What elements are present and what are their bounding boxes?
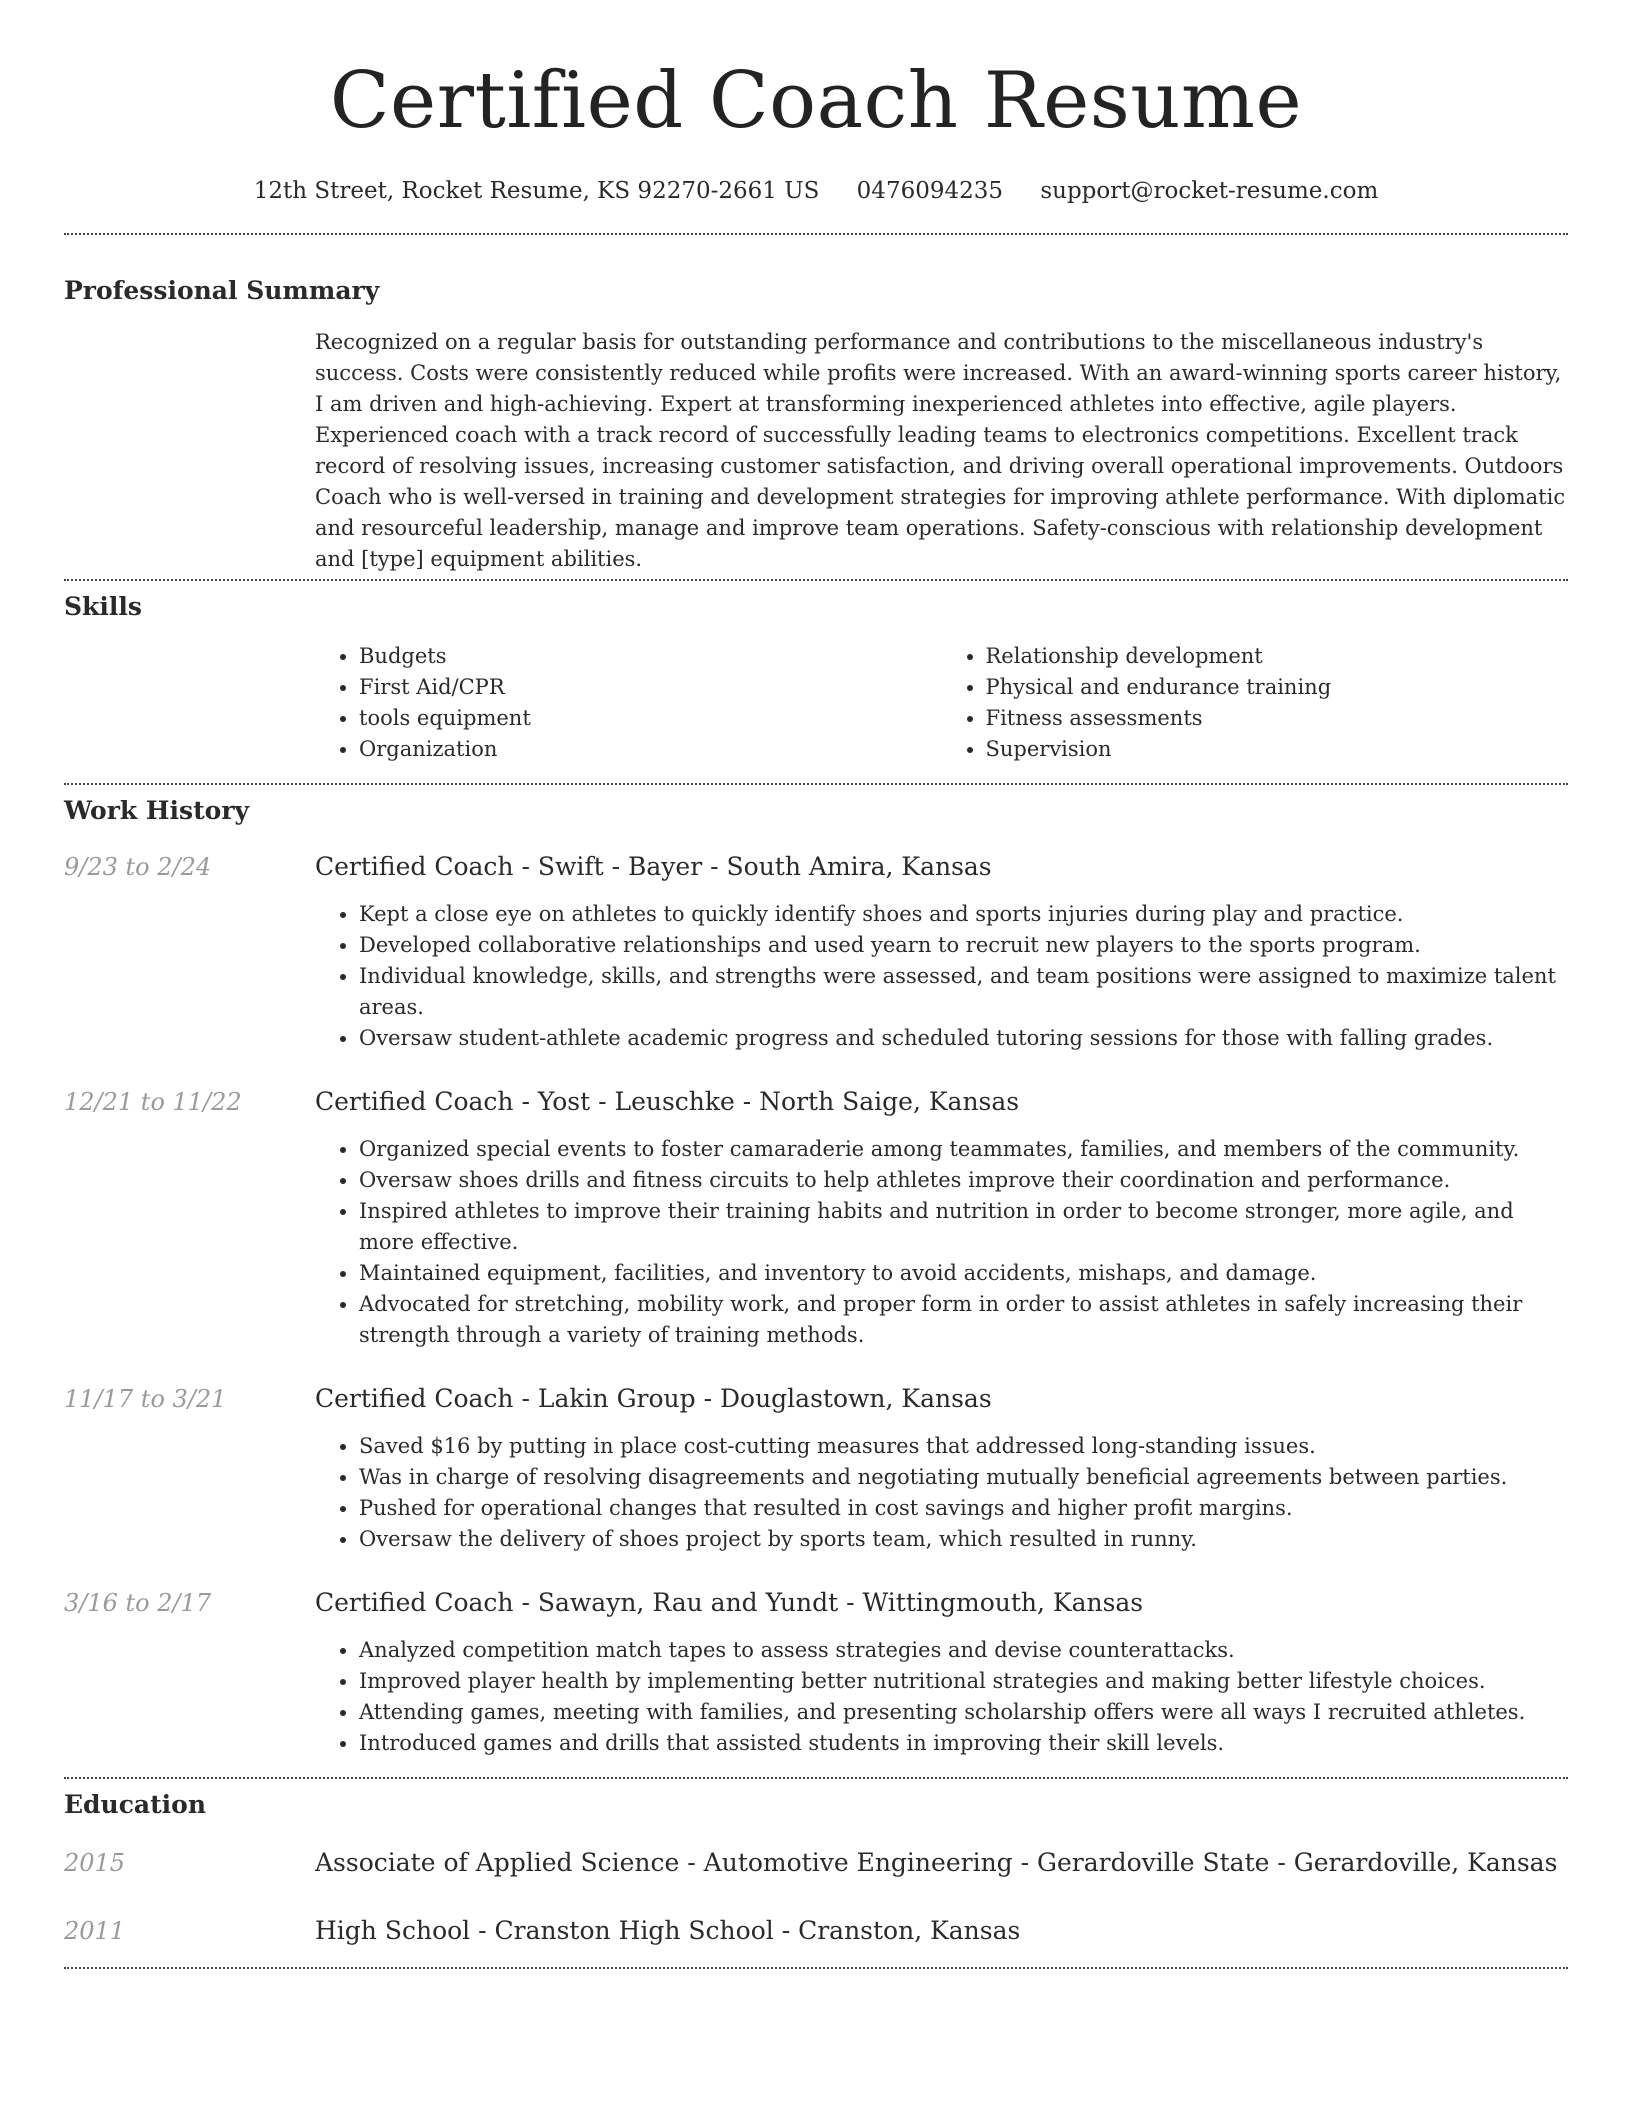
job-title: Certified Coach - Yost - Leuschke - North Saige, Kansas	[315, 1087, 1020, 1116]
education-text: High School - Cranston High School - Cranston, Kansas	[315, 1916, 1021, 1945]
job-bullet: • Advocated for stretching, mobility work, and proper form in order to assist athletes in safely increasing their strength through a variety of training methods.	[359, 1289, 1568, 1351]
education-entry	[64, 1915, 1568, 1947]
skill-item: • Fitness assessments	[986, 703, 1569, 734]
skill-item: • Organization	[359, 734, 942, 765]
resume-title: Certified Coach Resume	[329, 56, 1303, 146]
job-dates: 9/23 to 2/24	[64, 853, 212, 881]
job-bullet: • Analyzed competition match tapes to assess strategies and devise counterattacks.	[359, 1635, 1568, 1666]
skills-section	[64, 591, 1568, 765]
job-dates: 12/21 to 11/22	[64, 1088, 242, 1116]
skills-list-right	[942, 641, 1569, 765]
work-history-section	[64, 795, 1568, 1759]
work-history-heading: Work History	[64, 796, 250, 825]
job-bullet: • Attending games, meeting with families, and presenting scholarship offers were all ways I recruited athletes.	[359, 1697, 1568, 1728]
job-title: Certified Coach - Sawayn, Rau and Yundt - Wittingmouth, Kansas	[315, 1588, 1144, 1617]
skill-item: • Relationship development	[986, 641, 1569, 672]
job-entry	[64, 851, 1568, 1054]
summary-text: Recognized on a regular basis for outstanding performance and contributions to the miscellaneous industry's success. Costs were consistently reduced while profits were increased. With an award-winning sports career history, I am driven and high-achieving. Expert at transforming inexperienced athletes into effective, agile players. Experienced coach with a track record of successfully leading teams to electronics competitions. Excellent track record of resolving issues, increasing customer satisfaction, and driving overall operational improvements. Outdoors Coach who is well-versed in training and development strategies for improving athlete performance. With diplomatic and resourceful leadership, manage and improve team operations. Safety-conscious with relationship development and [type] equipment abilities.	[315, 330, 1566, 571]
divider	[64, 783, 1568, 785]
skills-list-left	[315, 641, 942, 765]
education-section	[64, 1789, 1568, 1947]
job-bullet: • Improved player health by implementing better nutritional strategies and making better lifestyle choices.	[359, 1666, 1568, 1697]
job-bullet: • Oversaw student-athlete academic progress and scheduled tutoring sessions for those with falling grades.	[359, 1023, 1568, 1054]
job-bullets	[315, 899, 1568, 1054]
job-bullet: • Kept a close eye on athletes to quickly identify shoes and sports injuries during play and practice.	[359, 899, 1568, 930]
job-entry	[64, 1587, 1568, 1759]
job-bullet: • Inspired athletes to improve their training habits and nutrition in order to become stronger, more agile, and more effective.	[359, 1196, 1568, 1258]
education-entry	[64, 1847, 1568, 1879]
job-title: Certified Coach - Swift - Bayer - South Amira, Kansas	[315, 852, 992, 881]
email: support@rocket-resume.com	[1040, 178, 1379, 204]
job-bullet: • Oversaw shoes drills and fitness circuits to help athletes improve their coordination and performance.	[359, 1165, 1568, 1196]
contact-line	[64, 176, 1568, 206]
job-bullet: • Saved $16 by putting in place cost-cutting measures that addressed long-standing issues.	[359, 1431, 1568, 1462]
job-bullet: • Developed collaborative relationships and used yearn to recruit new players to the sports program.	[359, 930, 1568, 961]
job-entry	[64, 1383, 1568, 1555]
skill-item: • Physical and endurance training	[986, 672, 1569, 703]
job-title: Certified Coach - Lakin Group - Douglastown, Kansas	[315, 1384, 992, 1413]
skill-item: • Budgets	[359, 641, 942, 672]
job-dates: 11/17 to 3/21	[64, 1385, 227, 1413]
education-heading: Education	[64, 1790, 207, 1819]
job-bullet: • Individual knowledge, skills, and strengths were assessed, and team positions were assigned to maximize talent areas.	[359, 961, 1568, 1023]
job-dates: 3/16 to 2/17	[64, 1589, 212, 1617]
phone: 0476094235	[856, 178, 1004, 204]
job-bullet: • Oversaw the delivery of shoes project by sports team, which resulted in runny.	[359, 1524, 1568, 1555]
summary-section	[64, 275, 1568, 575]
address: 12th Street, Rocket Resume, KS 92270-2661 US	[253, 178, 820, 204]
job-bullet: • Maintained equipment, facilities, and inventory to avoid accidents, mishaps, and damage.	[359, 1258, 1568, 1289]
education-year: 2015	[64, 1849, 126, 1877]
job-bullet: • Was in charge of resolving disagreements and negotiating mutually beneficial agreements between parties.	[359, 1462, 1568, 1493]
divider	[64, 1777, 1568, 1779]
skills-heading: Skills	[64, 592, 142, 621]
job-bullet: • Pushed for operational changes that resulted in cost savings and higher profit margins.	[359, 1493, 1568, 1524]
education-year: 2011	[64, 1917, 126, 1945]
job-bullet: • Organized special events to foster camaraderie among teammates, families, and members of the community.	[359, 1134, 1568, 1165]
divider	[64, 233, 1568, 235]
job-bullet: • Introduced games and drills that assisted students in improving their skill levels.	[359, 1728, 1568, 1759]
job-entry	[64, 1086, 1568, 1351]
divider	[64, 1967, 1568, 1969]
skill-item: • First Aid/CPR	[359, 672, 942, 703]
job-bullets	[315, 1431, 1568, 1555]
skill-item: • tools equipment	[359, 703, 942, 734]
summary-heading: Professional Summary	[64, 276, 380, 305]
job-bullets	[315, 1635, 1568, 1759]
job-bullets	[315, 1134, 1568, 1351]
skill-item: • Supervision	[986, 734, 1569, 765]
divider	[64, 579, 1568, 581]
education-text: Associate of Applied Science - Automotive Engineering - Gerardoville State - Gerardoville, Kansas	[315, 1848, 1558, 1877]
